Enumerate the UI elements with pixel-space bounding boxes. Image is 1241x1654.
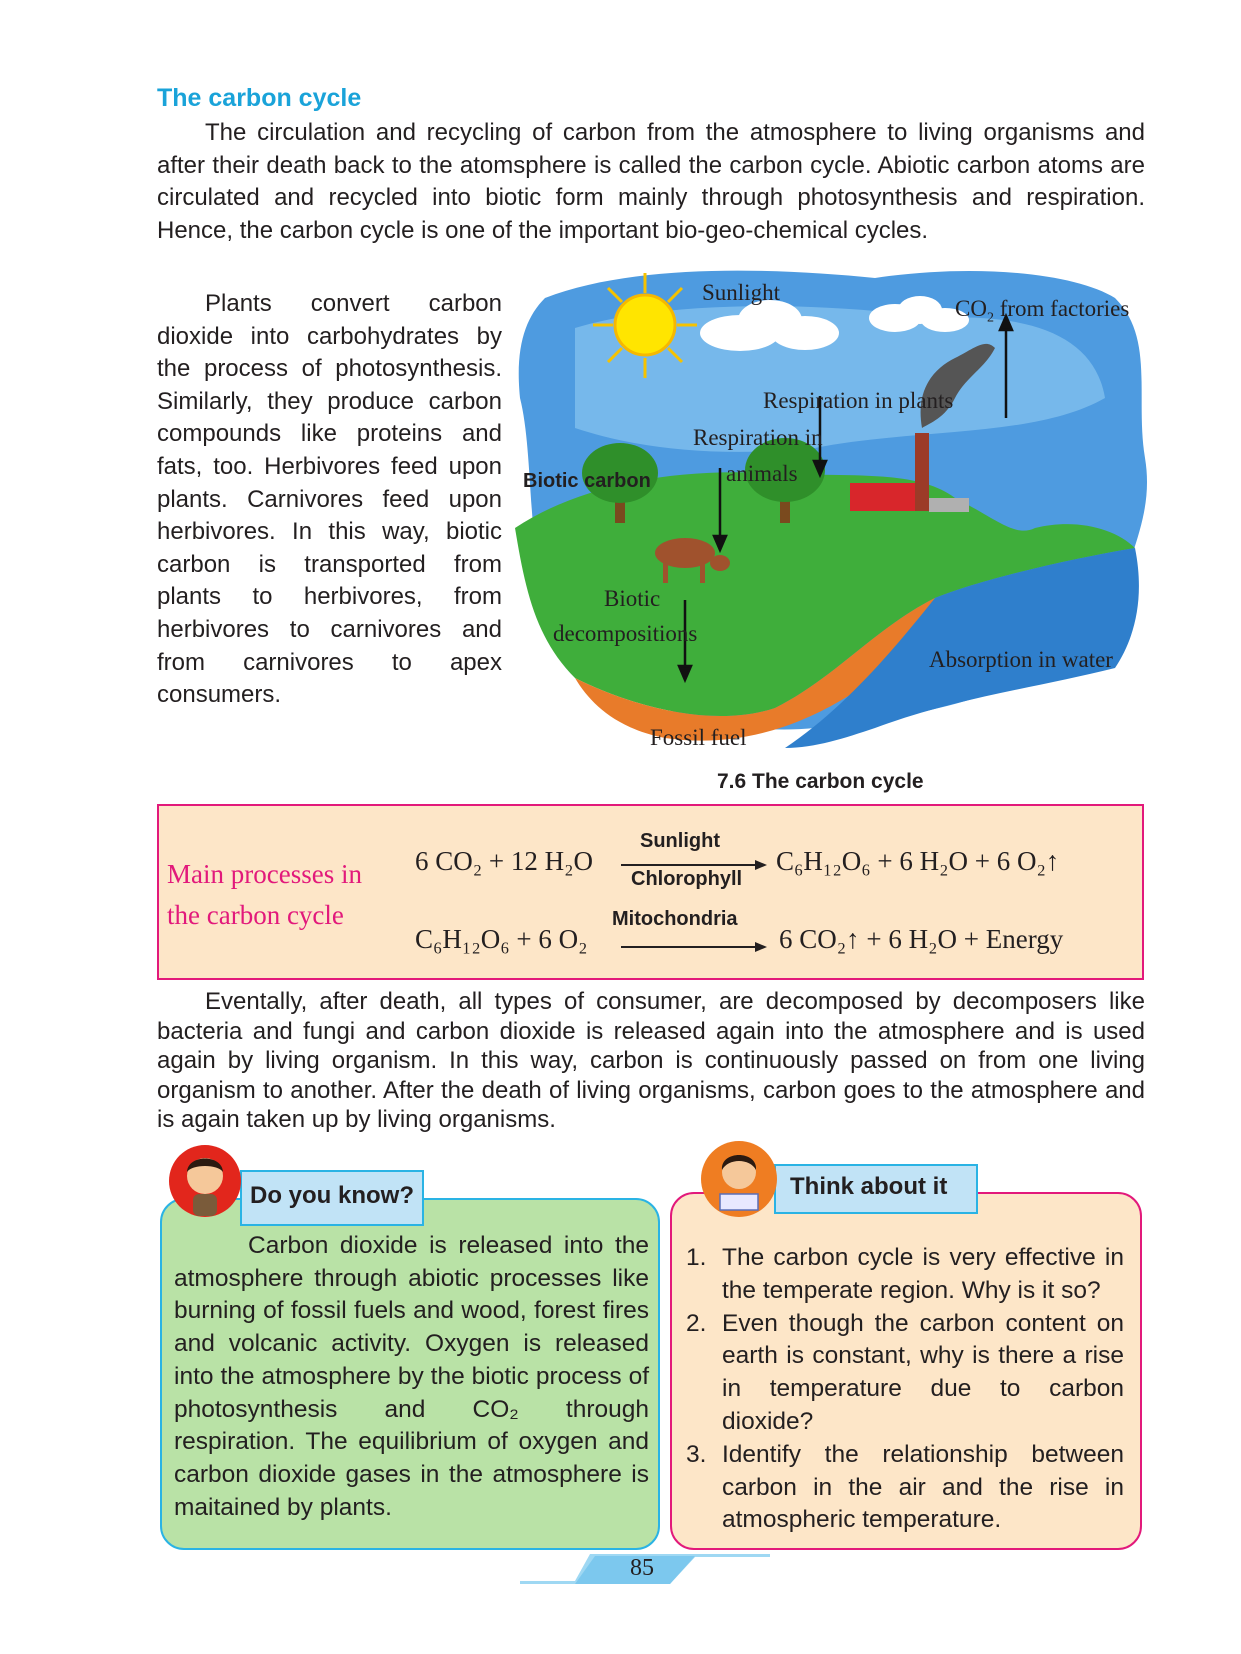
list-item-number: 3. <box>686 1440 707 1468</box>
label-co2-sub: 2 <box>986 310 994 326</box>
respiration-reactants: C₆H₁₂O₆ + 6 O₂ <box>415 924 588 954</box>
equation-title-line2: the carbon cycle <box>167 900 344 930</box>
intro-paragraph <box>157 117 1145 247</box>
think-about-it-title: Think about it <box>790 1173 948 1200</box>
label-co2-prefix: CO <box>955 296 987 321</box>
page-number: 85 <box>630 1555 654 1581</box>
label-biotic-carbon: Biotic carbon <box>523 470 651 492</box>
label-absorption-water: Absorption in water <box>929 647 1113 672</box>
list-item <box>682 1242 1124 1308</box>
respiration-arrow-icon <box>621 940 767 954</box>
label-co2-factories <box>955 296 1129 327</box>
photosynthesis-condition-above: Sunlight <box>640 830 720 852</box>
photosynthesis-condition-below: Chlorophyll <box>631 868 743 890</box>
girl-reading-avatar-icon <box>698 1138 780 1220</box>
decomposition-text: Eventally, after death, all types of consumer, are decomposed by decomposers like bacteria and fungi and carbon dioxide is released again into the atmosphere and is used again by living organism. In this way, carbon is continuously passed on from one living organism to another. After the death of living organisms, carbon goes to the atmosphere and is again taken up by living organisms. <box>157 988 1145 1133</box>
label-co2-rest: from factories <box>999 296 1130 321</box>
label-sunlight: Sunlight <box>702 280 780 305</box>
decomposition-paragraph <box>157 987 1145 1135</box>
equation-title-line1: Main processes in <box>167 859 362 889</box>
do-you-know-tab <box>240 1170 424 1226</box>
girl-avatar-icon <box>166 1142 244 1220</box>
section-heading: The carbon cycle <box>157 84 362 112</box>
photosynthesis-products: C₆H₁₂O₆ + 6 H₂O + 6 O₂↑ <box>776 846 1060 876</box>
intro-text: The circulation and recycling of carbon from the atmosphere to living organisms and after their death back to the atomsphere is called the carbon cycle. Abiotic carbon atoms are circulated and recycled into biotic form mainly through photosynthesis and respiration. Hence, the carbon cycle is one of the important bio-geo-chemical cycles. <box>157 119 1145 244</box>
label-biotic-decompositions-1: Biotic <box>604 586 661 611</box>
label-respiration-plants: Respiration in plants <box>763 388 954 413</box>
do-you-know-text <box>174 1230 649 1524</box>
sun-icon <box>593 273 697 378</box>
respiration-products: 6 CO₂↑ + 6 H₂O + Energy <box>779 924 1064 954</box>
list-item-text: Identify the relationship between carbon in the air and the rise in atmospheric temperature. <box>722 1440 1124 1534</box>
do-you-know-body: Carbon dioxide is released into the atmosphere through abiotic processes like burning of fossil fuels and wood, forest fires and volcanic activity. Oxygen is released into the atmosphere by the biotic process of photosynthesis and CO₂ through respiration. The equilibrium of oxygen and carbon dioxide gases in the atmosphere is maitained by plants. <box>174 1232 649 1521</box>
think-about-it-list <box>682 1242 1124 1537</box>
equation-box <box>157 804 1144 980</box>
list-item-text: Even though the carbon content on earth is constant, why is there a rise in temperature due to carbon dioxide? <box>722 1309 1124 1435</box>
carbon-cycle-illustration <box>515 258 1155 758</box>
respiration-condition-above: Mitochondria <box>612 908 738 930</box>
list-item <box>682 1308 1124 1439</box>
label-respiration-animals-1: Respiration in <box>693 425 823 450</box>
think-about-it-tab <box>774 1164 978 1214</box>
photosynthesis-reactants: 6 CO₂ + 12 H₂O <box>415 846 594 876</box>
list-item-number: 2. <box>686 1309 707 1337</box>
list-item <box>682 1439 1124 1537</box>
plants-paragraph <box>157 288 502 712</box>
label-biotic-decompositions-2: decompositions <box>553 621 698 646</box>
label-respiration-animals-2: animals <box>726 461 798 486</box>
label-fossil-fuel: Fossil fuel <box>650 725 747 750</box>
figure-caption: 7.6 The carbon cycle <box>717 770 924 793</box>
equation-box-title <box>167 854 362 936</box>
list-item-number: 1. <box>686 1244 707 1271</box>
do-you-know-title: Do you know? <box>250 1182 414 1209</box>
plants-text: Plants convert carbon dioxide into carbohydrates by the process of photosynthesis. Similarly, they produce carbon compounds like proteins and fats, too. Herbivores feed upon plants. Carnivores feed upon herbivores. In this way, biotic carbon is transported from plants to herbivores, from herbivores to carnivores and from carnivores to apex consumers. <box>157 290 502 709</box>
list-item-text: The carbon cycle is very effective in the temperate region. Why is it so? <box>722 1244 1124 1304</box>
